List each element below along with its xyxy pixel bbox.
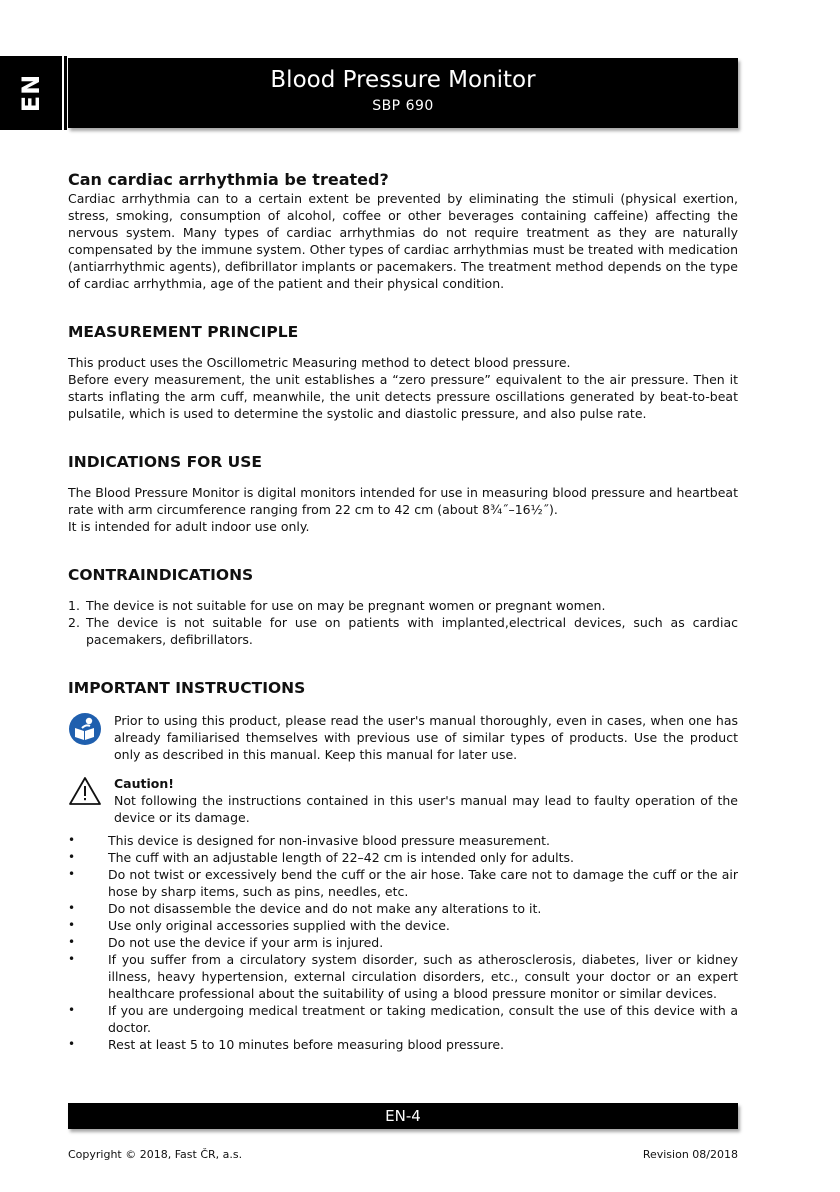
item-text: The device is not suitable for use on patients with implanted,electrical devices, such as cardiac pacemakers, defibrillators.	[86, 615, 738, 647]
language-tab	[0, 56, 62, 130]
caution-title: Caution!	[114, 776, 174, 791]
list-item: • Rest at least 5 to 10 minutes before measuring blood pressure.	[68, 1036, 738, 1053]
list-item: • Do not twist or excessively bend the cuff or the air hose. Take care not to damage the cuff or the air hose by sharp items, such as pins, needles, etc.	[68, 866, 738, 900]
arrhythmia-text: Cardiac arrhythmia can to a certain extent be prevented by eliminating the stimuli (physical exertion, stress, smoking, consumption of alcohol, coffee or other beverages containing caffeine) affecting the nervous system. Many types of cardiac arrhythmias do not require treatment as they are naturally compensated by the immune system. Other types of cardiac arrhythmias must be treated with medication (antiarrhythmic agents), defibrillator implants or pacemakers. The treatment method depends on the type of cardiac arrhythmia, age of the patient and their physical condition.	[68, 191, 738, 291]
read-manual-icon	[68, 712, 114, 763]
warning-triangle-icon	[68, 775, 114, 826]
list-item: • This device is designed for non-invasive blood pressure measurement.	[68, 832, 738, 849]
copyright: Copyright © 2018, Fast ČR, a.s.	[68, 1148, 243, 1161]
language-code: EN	[16, 73, 45, 113]
page-title: Blood Pressure Monitor	[270, 67, 536, 93]
tab-separator	[64, 56, 67, 130]
indications-line-1: The Blood Pressure Monitor is digital monitors intended for use in measuring blood pressure and heartbeat rate with arm circumference ranging from 22 cm to 42 cm (about 8¾˝–16½˝).	[68, 485, 738, 517]
page-number: EN-4	[385, 1107, 421, 1125]
manual-note	[68, 712, 738, 763]
principle-line-2: Before every measurement, the unit establishes a “zero pressure” equivalent to the air pressure. Then it starts inflating the arm cuff, meanwhile, the unit detects pressure oscillations generated by beat-to-beat pulsatile, which is used to determine the systolic and diastolic pressure, and also pulse rate.	[68, 372, 738, 421]
caution-text: Not following the instructions contained in this user's manual may lead to faulty operation of the device or its damage.	[114, 793, 738, 825]
list-item: • The cuff with an adjustable length of 22–42 cm is intended only for adults.	[68, 849, 738, 866]
contraindications-heading: CONTRAINDICATIONS	[68, 566, 254, 584]
principle-heading: MEASUREMENT PRINCIPLE	[68, 323, 299, 341]
item-number: 2.	[68, 615, 80, 630]
list-item: • Use only original accessories supplied with the device.	[68, 917, 738, 934]
page-number-bar	[68, 1103, 738, 1129]
instructions-heading: IMPORTANT INSTRUCTIONS	[68, 679, 306, 697]
manual-note-text: Prior to using this product, please read the user's manual thoroughly, even in cases, when one has already familiarised themselves with previous use of similar types of products. Use the product only as described in this manual. Keep this manual for later use.	[114, 713, 738, 762]
list-item: • If you are undergoing medical treatment or taking medication, consult the use of this device with a doctor.	[68, 1002, 738, 1036]
list-item: • Do not use the device if your arm is injured.	[68, 934, 738, 951]
list-item: • Do not disassemble the device and do not make any alterations to it.	[68, 900, 738, 917]
revision: Revision 08/2018	[642, 1148, 738, 1161]
principle-line-1: This product uses the Oscillometric Measuring method to detect blood pressure.	[68, 355, 571, 370]
title-bar	[68, 58, 738, 128]
list-item: • If you suffer from a circulatory system disorder, such as atherosclerosis, diabetes, liver or kidney illness, heavy hypertension, external circulation disorders, etc., consult your doctor or an expert healthcare professional about the suitability of using a blood pressure monitor or similar devices.	[68, 951, 738, 1002]
contraindications-list	[68, 597, 738, 648]
list-item	[68, 614, 738, 648]
list-item	[68, 597, 738, 614]
item-text: The device is not suitable for use on may be pregnant women or pregnant women.	[86, 598, 606, 613]
caution-note	[68, 775, 738, 826]
indications-heading: INDICATIONS FOR USE	[68, 453, 263, 471]
arrhythmia-heading: Can cardiac arrhythmia be treated?	[68, 170, 389, 189]
indications-line-2: It is intended for adult indoor use only.	[68, 519, 310, 534]
item-number: 1.	[68, 598, 80, 613]
instruction-bullets	[68, 832, 738, 1053]
document-body	[68, 170, 738, 1053]
model-number: SBP 690	[372, 98, 434, 114]
